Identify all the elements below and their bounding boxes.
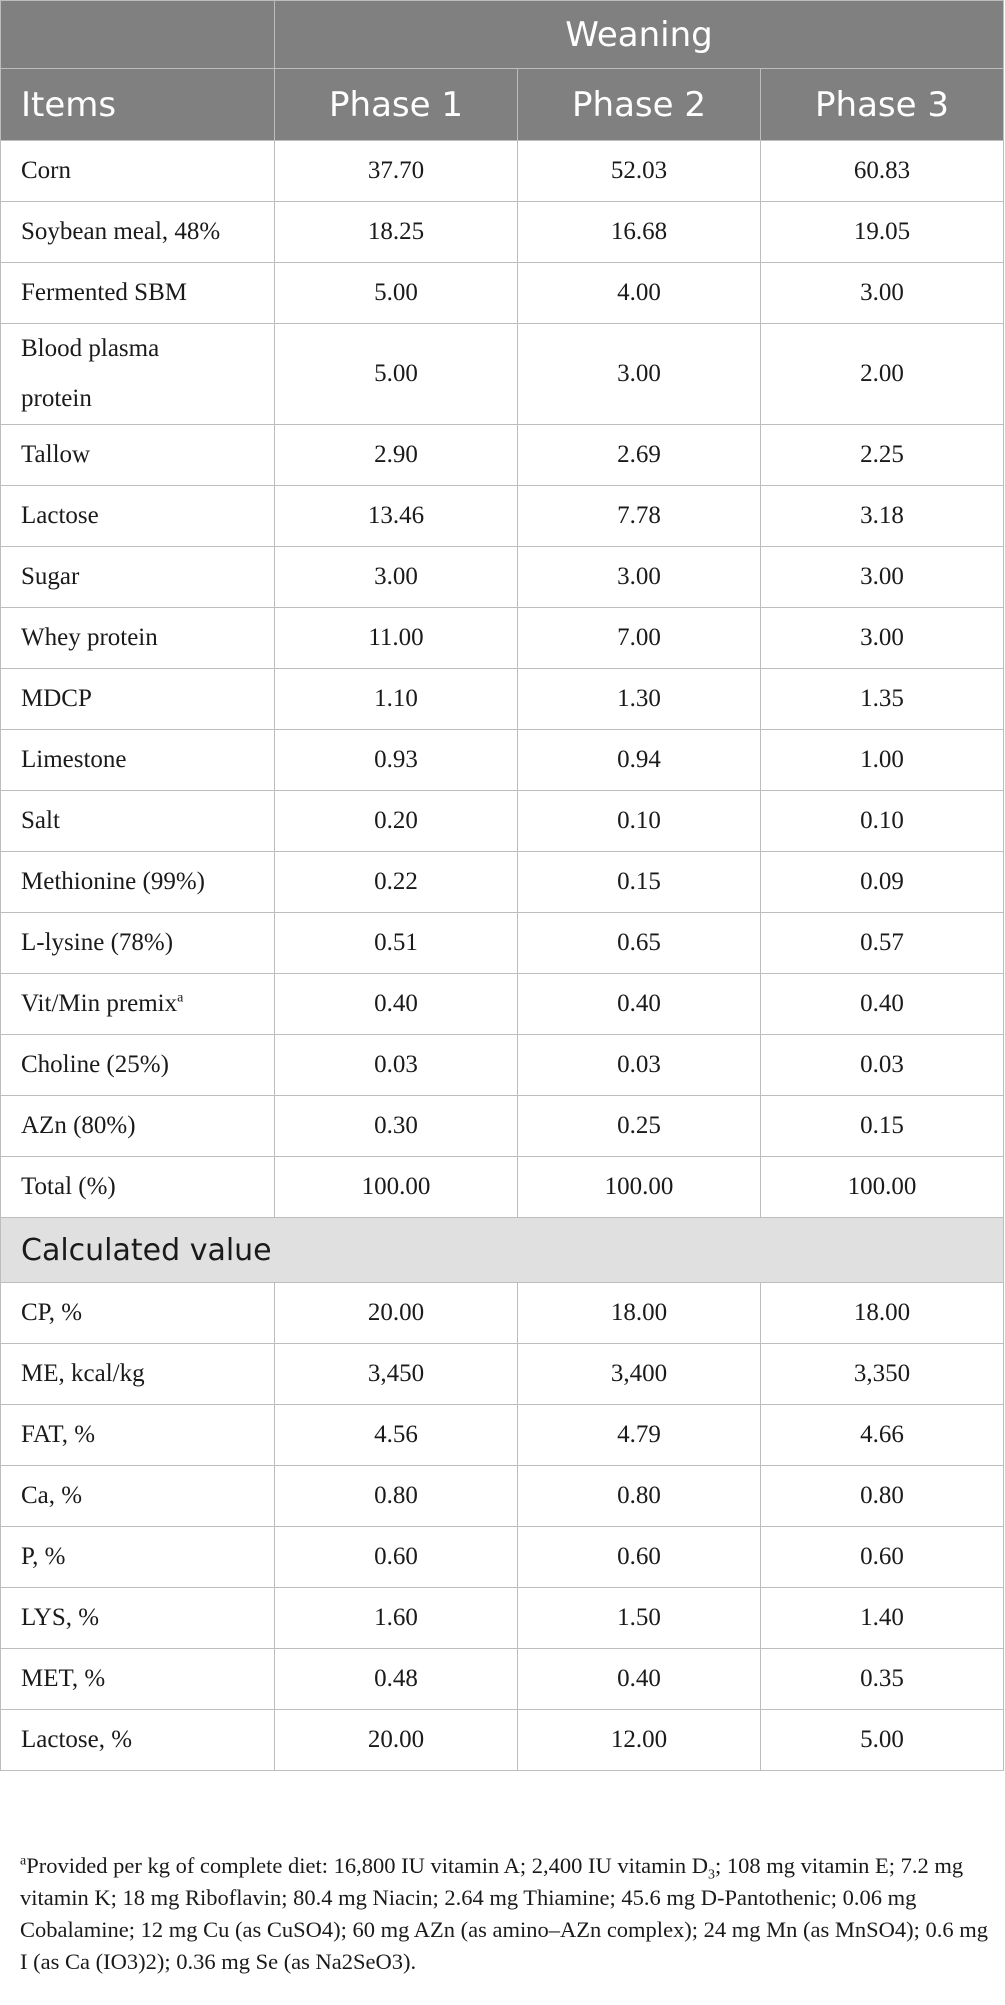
cell-phase-3: 1.35 bbox=[761, 669, 1004, 730]
weaning-group-header: Weaning bbox=[275, 1, 1004, 69]
row-label-line-2: protein bbox=[21, 385, 92, 412]
cell-phase-3: 60.83 bbox=[761, 141, 1004, 202]
cell-phase-1: 0.03 bbox=[275, 1035, 518, 1096]
row-label: P, % bbox=[1, 1527, 275, 1588]
cell-phase-3: 1.40 bbox=[761, 1588, 1004, 1649]
cell-phase-3: 3.00 bbox=[761, 547, 1004, 608]
row-label: Corn bbox=[1, 141, 275, 202]
cell-phase-2: 1.30 bbox=[518, 669, 761, 730]
row-label: CP, % bbox=[1, 1283, 275, 1344]
cell-phase-3: 0.09 bbox=[761, 852, 1004, 913]
cell-phase-3: 0.40 bbox=[761, 974, 1004, 1035]
cell-phase-3: 0.03 bbox=[761, 1035, 1004, 1096]
cell-phase-3: 0.60 bbox=[761, 1527, 1004, 1588]
row-label: MDCP bbox=[1, 669, 275, 730]
column-header-row bbox=[1, 69, 1004, 141]
table-row bbox=[1, 263, 1004, 324]
cell-phase-3: 4.66 bbox=[761, 1405, 1004, 1466]
table-row bbox=[1, 486, 1004, 547]
cell-phase-1: 0.48 bbox=[275, 1649, 518, 1710]
cell-phase-1: 3.00 bbox=[275, 547, 518, 608]
row-label: Soybean meal, 48% bbox=[1, 202, 275, 263]
cell-phase-1: 3,450 bbox=[275, 1344, 518, 1405]
cell-phase-2: 52.03 bbox=[518, 141, 761, 202]
cell-phase-1: 0.30 bbox=[275, 1096, 518, 1157]
cell-phase-1: 13.46 bbox=[275, 486, 518, 547]
cell-phase-1: 5.00 bbox=[275, 324, 518, 425]
cell-phase-2: 100.00 bbox=[518, 1157, 761, 1218]
footnote-marker: a bbox=[177, 990, 184, 1006]
cell-phase-2: 0.80 bbox=[518, 1466, 761, 1527]
cell-phase-1: 0.51 bbox=[275, 913, 518, 974]
cell-phase-1: 1.60 bbox=[275, 1588, 518, 1649]
row-label: MET, % bbox=[1, 1649, 275, 1710]
table-row bbox=[1, 141, 1004, 202]
footnote-text-part-1: Provided per kg of complete diet: 16,800 IU vitamin A; 2,400 IU vitamin D bbox=[26, 1853, 708, 1878]
row-label: L-lysine (78%) bbox=[1, 913, 275, 974]
cell-phase-2: 1.50 bbox=[518, 1588, 761, 1649]
row-label: Total (%) bbox=[1, 1157, 275, 1218]
table-row bbox=[1, 669, 1004, 730]
table-row bbox=[1, 1344, 1004, 1405]
footnote-marker: a bbox=[20, 1853, 27, 1869]
cell-phase-1: 20.00 bbox=[275, 1283, 518, 1344]
cell-phase-1: 37.70 bbox=[275, 141, 518, 202]
cell-phase-3: 0.10 bbox=[761, 791, 1004, 852]
cell-phase-1: 20.00 bbox=[275, 1710, 518, 1771]
cell-phase-3: 3,350 bbox=[761, 1344, 1004, 1405]
row-label-line-1: Blood plasma bbox=[21, 335, 160, 362]
section-header-row bbox=[1, 1218, 1004, 1283]
table-row bbox=[1, 1588, 1004, 1649]
cell-phase-1: 1.10 bbox=[275, 669, 518, 730]
row-label bbox=[1, 974, 275, 1035]
cell-phase-2: 0.60 bbox=[518, 1527, 761, 1588]
cell-phase-2: 0.65 bbox=[518, 913, 761, 974]
cell-phase-1: 18.25 bbox=[275, 202, 518, 263]
cell-phase-2: 0.10 bbox=[518, 791, 761, 852]
row-label-text: Vit/Min premix bbox=[21, 990, 178, 1017]
row-label: Sugar bbox=[1, 547, 275, 608]
cell-phase-2: 18.00 bbox=[518, 1283, 761, 1344]
table-row bbox=[1, 1283, 1004, 1344]
cell-phase-3: 2.25 bbox=[761, 425, 1004, 486]
cell-phase-2: 0.94 bbox=[518, 730, 761, 791]
cell-phase-2: 3.00 bbox=[518, 547, 761, 608]
table-row bbox=[1, 974, 1004, 1035]
row-label: ME, kcal/kg bbox=[1, 1344, 275, 1405]
cell-phase-3: 1.00 bbox=[761, 730, 1004, 791]
group-header-row bbox=[1, 1, 1004, 69]
cell-phase-1: 0.60 bbox=[275, 1527, 518, 1588]
row-label: Fermented SBM bbox=[1, 263, 275, 324]
cell-phase-2: 0.40 bbox=[518, 1649, 761, 1710]
row-label: Limestone bbox=[1, 730, 275, 791]
table-row bbox=[1, 1405, 1004, 1466]
cell-phase-3: 0.15 bbox=[761, 1096, 1004, 1157]
table-row bbox=[1, 913, 1004, 974]
cell-phase-2: 7.78 bbox=[518, 486, 761, 547]
table-row bbox=[1, 730, 1004, 791]
table-row bbox=[1, 1466, 1004, 1527]
cell-phase-3: 100.00 bbox=[761, 1157, 1004, 1218]
cell-phase-2: 7.00 bbox=[518, 608, 761, 669]
row-label: LYS, % bbox=[1, 1588, 275, 1649]
cell-phase-1: 5.00 bbox=[275, 263, 518, 324]
cell-phase-2: 0.40 bbox=[518, 974, 761, 1035]
table-row-total bbox=[1, 1157, 1004, 1218]
row-label: FAT, % bbox=[1, 1405, 275, 1466]
footnote-text-part-2: ; 108 mg vitamin E; 7.2 mg vitamin K; 18 mg Riboflavin; 80.4 mg Niacin; 2.64 mg Thiamine; 45.6 mg D-Pantothenic; 0.06 mg Cobalamine; 12 mg Cu (as CuSO4); 60 mg AZn (as amino–AZn complex); 24 mg Mn (as MnSO4); 0.6 mg I (as Ca (IO3)2); 0.36 mg Se (as Na2SeO3). bbox=[20, 1853, 989, 1974]
column-header-phase-2: Phase 2 bbox=[518, 69, 761, 141]
cell-phase-2: 4.00 bbox=[518, 263, 761, 324]
table-row bbox=[1, 1035, 1004, 1096]
column-header-items: Items bbox=[1, 69, 275, 141]
cell-phase-3: 2.00 bbox=[761, 324, 1004, 425]
cell-phase-2: 12.00 bbox=[518, 1710, 761, 1771]
row-label: Methionine (99%) bbox=[1, 852, 275, 913]
cell-phase-1: 0.93 bbox=[275, 730, 518, 791]
cell-phase-1: 2.90 bbox=[275, 425, 518, 486]
table-row bbox=[1, 1649, 1004, 1710]
row-label: Ca, % bbox=[1, 1466, 275, 1527]
row-label: Salt bbox=[1, 791, 275, 852]
cell-phase-2: 0.03 bbox=[518, 1035, 761, 1096]
cell-phase-1: 11.00 bbox=[275, 608, 518, 669]
table-row bbox=[1, 202, 1004, 263]
cell-phase-1: 100.00 bbox=[275, 1157, 518, 1218]
table-row bbox=[1, 324, 1004, 425]
row-label: Tallow bbox=[1, 425, 275, 486]
cell-phase-3: 5.00 bbox=[761, 1710, 1004, 1771]
table-row bbox=[1, 1710, 1004, 1771]
row-label: Lactose bbox=[1, 486, 275, 547]
table-row bbox=[1, 852, 1004, 913]
cell-phase-2: 0.15 bbox=[518, 852, 761, 913]
table-footnote bbox=[20, 1850, 995, 1978]
cell-phase-3: 0.35 bbox=[761, 1649, 1004, 1710]
header-blank-cell bbox=[1, 1, 275, 69]
table-row bbox=[1, 1527, 1004, 1588]
footnote-subscript: 3 bbox=[708, 1867, 715, 1883]
column-header-phase-3: Phase 3 bbox=[761, 69, 1004, 141]
cell-phase-1: 0.40 bbox=[275, 974, 518, 1035]
cell-phase-3: 3.00 bbox=[761, 608, 1004, 669]
cell-phase-3: 18.00 bbox=[761, 1283, 1004, 1344]
calculated-value-section-label: Calculated value bbox=[1, 1218, 1004, 1283]
table-row bbox=[1, 791, 1004, 852]
cell-phase-2: 16.68 bbox=[518, 202, 761, 263]
cell-phase-3: 0.80 bbox=[761, 1466, 1004, 1527]
cell-phase-1: 0.20 bbox=[275, 791, 518, 852]
cell-phase-3: 0.57 bbox=[761, 913, 1004, 974]
row-label: Choline (25%) bbox=[1, 1035, 275, 1096]
cell-phase-2: 0.25 bbox=[518, 1096, 761, 1157]
cell-phase-1: 0.80 bbox=[275, 1466, 518, 1527]
cell-phase-3: 3.00 bbox=[761, 263, 1004, 324]
cell-phase-3: 19.05 bbox=[761, 202, 1004, 263]
table-row bbox=[1, 608, 1004, 669]
cell-phase-2: 4.79 bbox=[518, 1405, 761, 1466]
row-label: Whey protein bbox=[1, 608, 275, 669]
cell-phase-2: 2.69 bbox=[518, 425, 761, 486]
cell-phase-1: 0.22 bbox=[275, 852, 518, 913]
row-label: AZn (80%) bbox=[1, 1096, 275, 1157]
column-header-phase-1: Phase 1 bbox=[275, 69, 518, 141]
table-row bbox=[1, 425, 1004, 486]
cell-phase-2: 3.00 bbox=[518, 324, 761, 425]
row-label: Lactose, % bbox=[1, 1710, 275, 1771]
cell-phase-1: 4.56 bbox=[275, 1405, 518, 1466]
cell-phase-2: 3,400 bbox=[518, 1344, 761, 1405]
table-row bbox=[1, 547, 1004, 608]
row-label bbox=[1, 324, 275, 425]
table-row bbox=[1, 1096, 1004, 1157]
cell-phase-3: 3.18 bbox=[761, 486, 1004, 547]
